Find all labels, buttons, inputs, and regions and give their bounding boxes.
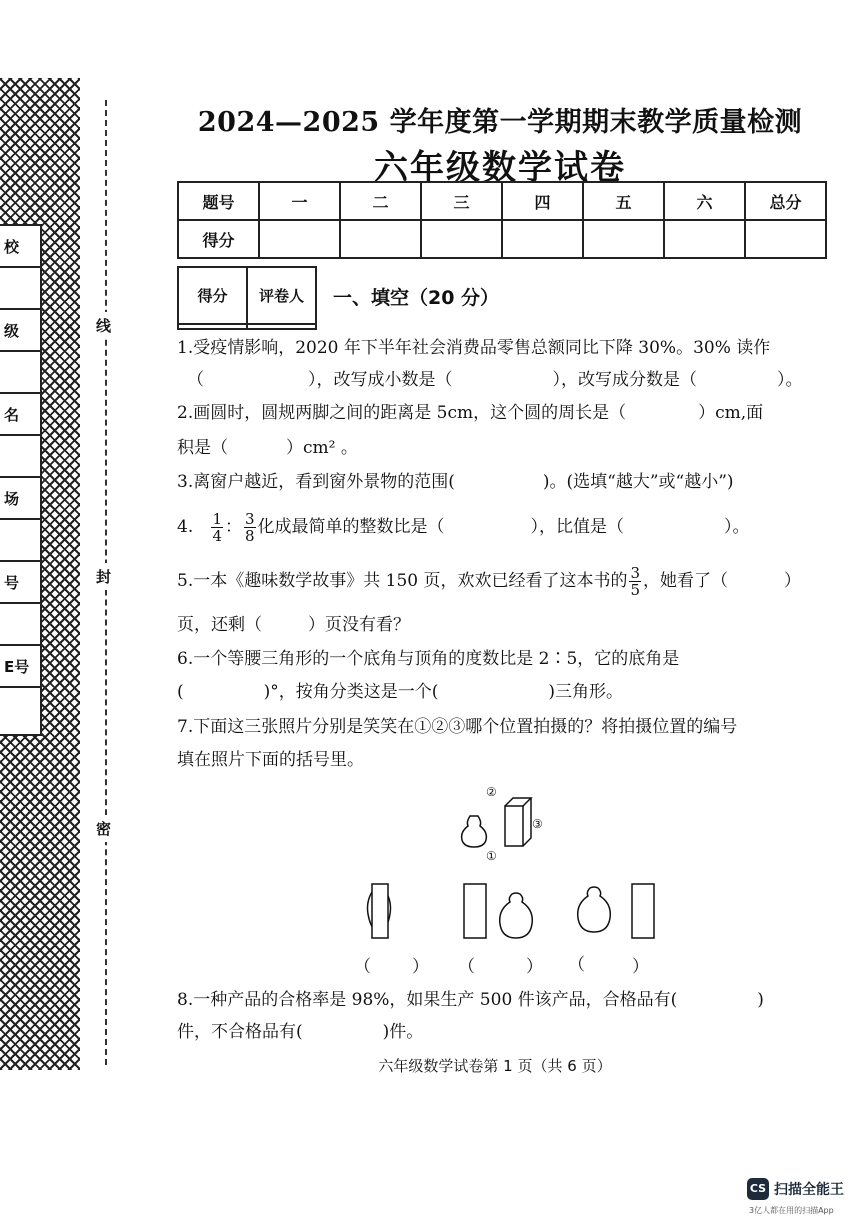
label-name: 名	[0, 394, 40, 436]
field-school	[0, 268, 40, 310]
score-cell: 六	[664, 182, 745, 220]
question-1-line-1: 1.受疫情影响，2020 年下半年社会消费品零售总额同比下降 30%。30% 读作	[177, 338, 771, 358]
score-cell: 题号	[178, 182, 259, 220]
grader-table	[177, 266, 317, 330]
question-5-line-1: 5.一本《趣味数学故事》共 150 页，欢欢已经看了这本书的 $\frac{3}{5}$ ，她看了（ ）	[177, 564, 802, 599]
label-school: 校	[0, 226, 40, 268]
photo-2-vase	[500, 893, 533, 938]
grader-name-cell[interactable]	[247, 324, 316, 329]
label-number: 号	[0, 562, 40, 604]
binding-mark-seal: 封	[96, 563, 111, 590]
photo-3-vase	[578, 887, 611, 932]
score-cell: 一	[259, 182, 340, 220]
field-name	[0, 436, 40, 478]
question-7-line-2: 填在照片下面的括号里。	[177, 750, 364, 770]
position-1-label: ①	[486, 849, 497, 863]
score-table-header-row	[178, 182, 826, 220]
scanner-tagline: 3亿人都在用的扫描App	[749, 1206, 834, 1215]
question-1-line-2: （ ），改写成小数是（ ），改写成分数是（ ）。	[187, 370, 803, 390]
vase-block-figure	[354, 780, 660, 980]
photo-1-block	[372, 884, 388, 938]
question-5-line-2: 页，还剩（ ）页没有看？	[177, 615, 410, 635]
scanner-watermark	[747, 1178, 865, 1224]
question-3: 3.离窗户越近，看到窗外景物的范围( )。(选填“越大”或“越小”)	[177, 472, 734, 492]
field-class	[0, 352, 40, 394]
fraction-one-quarter: $\frac{1}{4}$	[212, 510, 222, 545]
score-input-cell[interactable]	[421, 220, 502, 258]
scanner-logo-icon: CS	[747, 1178, 769, 1200]
binding-mark-secret: 密	[96, 815, 111, 842]
score-input-cell[interactable]	[664, 220, 745, 258]
score-cell: 总分	[745, 182, 826, 220]
page-footer: 六年级数学试卷第 1 页（共 6 页）	[378, 1057, 612, 1075]
score-table	[177, 181, 827, 259]
block-top-edges	[505, 798, 531, 846]
label-exam-room: 场	[0, 478, 40, 520]
score-cell: 二	[340, 182, 421, 220]
photo-3-bracket-close: ）	[632, 957, 649, 977]
score-cell: 四	[502, 182, 583, 220]
question-4: 4. $\frac{1}{4}$ ： $\frac{3}{8}$ 化成最简单的整数比是（ ），比值是（ ）。	[177, 510, 750, 545]
score-input-cell[interactable]	[583, 220, 664, 258]
score-cell: 五	[583, 182, 664, 220]
photo-3-bracket-open: （	[568, 955, 585, 975]
exam-subtitle: 六年级数学试卷	[374, 148, 626, 188]
photo-3-block	[632, 884, 654, 938]
field-number	[0, 604, 40, 646]
student-info-table	[0, 224, 42, 736]
grader-score-label: 得分	[178, 267, 247, 324]
question-8-line-2: 件，不合格品有( )件。	[177, 1022, 424, 1042]
score-cell: 三	[421, 182, 502, 220]
label-id: E号	[0, 646, 40, 688]
photo-2-block	[464, 884, 486, 938]
grader-score-cell[interactable]	[178, 324, 247, 329]
score-row-label: 得分	[178, 220, 259, 258]
position-3-label: ③	[532, 817, 543, 831]
photo-1-bracket-open: （	[354, 957, 371, 977]
photo-2-bracket-close: ）	[526, 957, 543, 977]
label-class: 级	[0, 310, 40, 352]
photo-2-bracket-open: （	[458, 957, 475, 977]
score-table-score-row	[178, 220, 826, 258]
fraction-three-eighths: $\frac{3}{8}$	[245, 510, 255, 545]
score-input-cell[interactable]	[502, 220, 583, 258]
fraction-three-fifths: $\frac{3}{5}$	[630, 564, 641, 599]
section-title: 一、填空（20 分）	[333, 287, 500, 309]
question-7-line-1: 7.下面这三张照片分别是笑笑在①②③哪个位置拍摄的？将拍摄位置的编号	[177, 717, 738, 737]
scanner-app-name: 扫描全能王	[774, 1182, 844, 1198]
grader-name-label: 评卷人	[247, 267, 316, 324]
field-exam-room	[0, 520, 40, 562]
score-input-cell[interactable]	[745, 220, 826, 258]
question-2-line-2: 积是（ ）cm² 。	[177, 438, 358, 458]
question-6-line-1: 6.一个等腰三角形的一个底角与顶角的度数比是 2∶5，它的底角是	[177, 649, 680, 669]
question-6-line-2: ( )°，按角分类这是一个( )三角形。	[177, 682, 624, 702]
binding-mark-line: 线	[96, 312, 111, 339]
exam-title: 2024—2025 学年度第一学期期末教学质量检测	[197, 107, 803, 138]
photo-1-bracket-close: ）	[412, 957, 429, 977]
question-2-line-1: 2.画圆时，圆规两脚之间的距离是 5cm，这个圆的周长是（ ）cm,面	[177, 403, 764, 423]
position-2-label: ②	[486, 785, 497, 799]
block-top-view	[505, 806, 523, 846]
question-8-line-1: 8.一种产品的合格率是 98%，如果生产 500 件该产品，合格品有( )	[177, 990, 764, 1010]
vase-top-view	[462, 816, 487, 847]
score-input-cell[interactable]	[259, 220, 340, 258]
field-id	[0, 688, 40, 730]
score-input-cell[interactable]	[340, 220, 421, 258]
